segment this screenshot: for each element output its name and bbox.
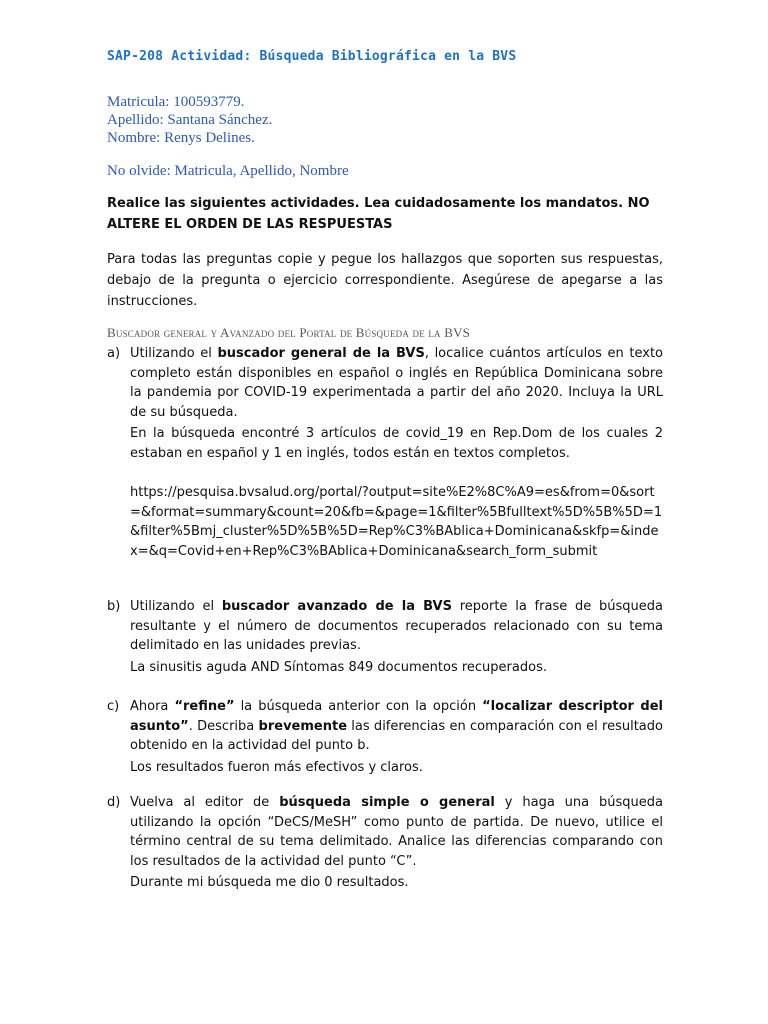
reminder-line: No olvide: Matricula, Apellido, Nombre xyxy=(107,163,349,179)
question-d-text xyxy=(130,793,663,871)
question-d-post: y haga una búsqueda utilizando la opción “DeCS/MeSH” como punto de partida. De nuevo, utilice el término central de su tema delimitado. Analice las diferencias comparando con los resultados de la actividad del punto “C”. xyxy=(130,795,663,869)
answer-d: Durante mi búsqueda me dio 0 resultados. xyxy=(130,875,409,890)
question-c-mid2: . Describa xyxy=(188,718,259,734)
question-a xyxy=(107,344,663,561)
apellido-line: Apellido: Santana Sánchez. xyxy=(107,112,273,128)
question-c-bold1: “refine” xyxy=(174,699,235,714)
question-b-label: b) xyxy=(107,599,121,614)
question-d-label: d) xyxy=(107,795,121,810)
question-b-post: reporte la frase de búsqueda resultante y el número de documentos recuperados relacionado con su tema delimitado en las unidades previas. xyxy=(130,599,663,653)
answer-a-url[interactable]: https://pesquisa.bvsalud.org/portal/?output=site%E2%8C%A9=es&from=0&sort=&format=summary&count=20&fb=&page=1&filter%5Bfulltext%5D%5B%5D=1&filter%5Bmj_cluster%5D%5B%5D=Rep%C3%BAblica+Dominicana&skfp=&index=&q=Covid+en+Rep%C3%BAblica+Dominicana&search_form_submit xyxy=(130,485,663,559)
question-c-pre: Ahora xyxy=(130,699,175,714)
question-c-text xyxy=(130,697,663,756)
question-d-pre: Vuelva al editor de xyxy=(130,795,280,810)
question-d-bold: búsqueda simple o general xyxy=(279,795,495,810)
question-c-bold3: brevemente xyxy=(258,718,348,734)
question-a-text xyxy=(130,344,663,422)
instructions-paragraph: Para todas las preguntas copie y pegue los hallazgos que soporten sus respuestas, debajo de la pregunta o ejercicio correspondiente. Asegúrese de apegarse a las instrucciones. xyxy=(107,252,663,309)
answer-a: En la búsqueda encontré 3 artículos de covid_19 en Rep.Dom de los cuales 2 estaban en español y 1 en inglés, todos están en textos completos. xyxy=(130,426,663,461)
question-a-bold: buscador general de la BVS xyxy=(217,346,425,361)
question-c-bold2: “localizar descriptor del asunto” xyxy=(130,699,664,734)
question-a-pre: Utilizando el xyxy=(130,346,218,361)
section-heading: Buscador general y Avanzado del Portal de Búsqueda de la BVS xyxy=(107,325,471,340)
answer-b: La sinusitis aguda AND Síntomas 849 documentos recuperados. xyxy=(130,659,547,675)
matricula-line: Matricula: 100593779. xyxy=(107,94,245,110)
question-b-bold: buscador avanzado de la BVS xyxy=(221,599,452,614)
question-c-post: las diferencias en comparación con el resultado obtenido en la actividad del punto b. xyxy=(130,718,663,753)
question-a-label: a) xyxy=(107,346,121,361)
answer-c: Los resultados fueron más efectivos y claros. xyxy=(130,759,423,775)
nombre-line: Nombre: Renys Delines. xyxy=(107,130,255,146)
question-b-pre: Utilizando el xyxy=(130,599,222,614)
question-c xyxy=(107,697,663,777)
question-c-mid: la búsqueda anterior con la opción xyxy=(234,699,483,714)
document-title: SAP-208 Actividad: Búsqueda Bibliográfica en la BVS xyxy=(107,49,517,64)
question-b-text xyxy=(130,597,663,656)
question-d xyxy=(107,793,663,893)
question-c-label: c) xyxy=(107,699,120,714)
question-a-post: , localice cuántos artículos en texto completo están disponibles en español o inglés en República Dominicana sobre la pandemia por COVID-19 experimentada a partir del año 2020. Incluya la URL de su búsqueda. xyxy=(130,346,663,420)
question-b xyxy=(107,597,663,677)
instructions-bold: Realice las siguientes actividades. Lea cuidadosamente los mandatos. NO ALTERE EL ORDEN DE LAS RESPUESTAS xyxy=(107,196,650,232)
